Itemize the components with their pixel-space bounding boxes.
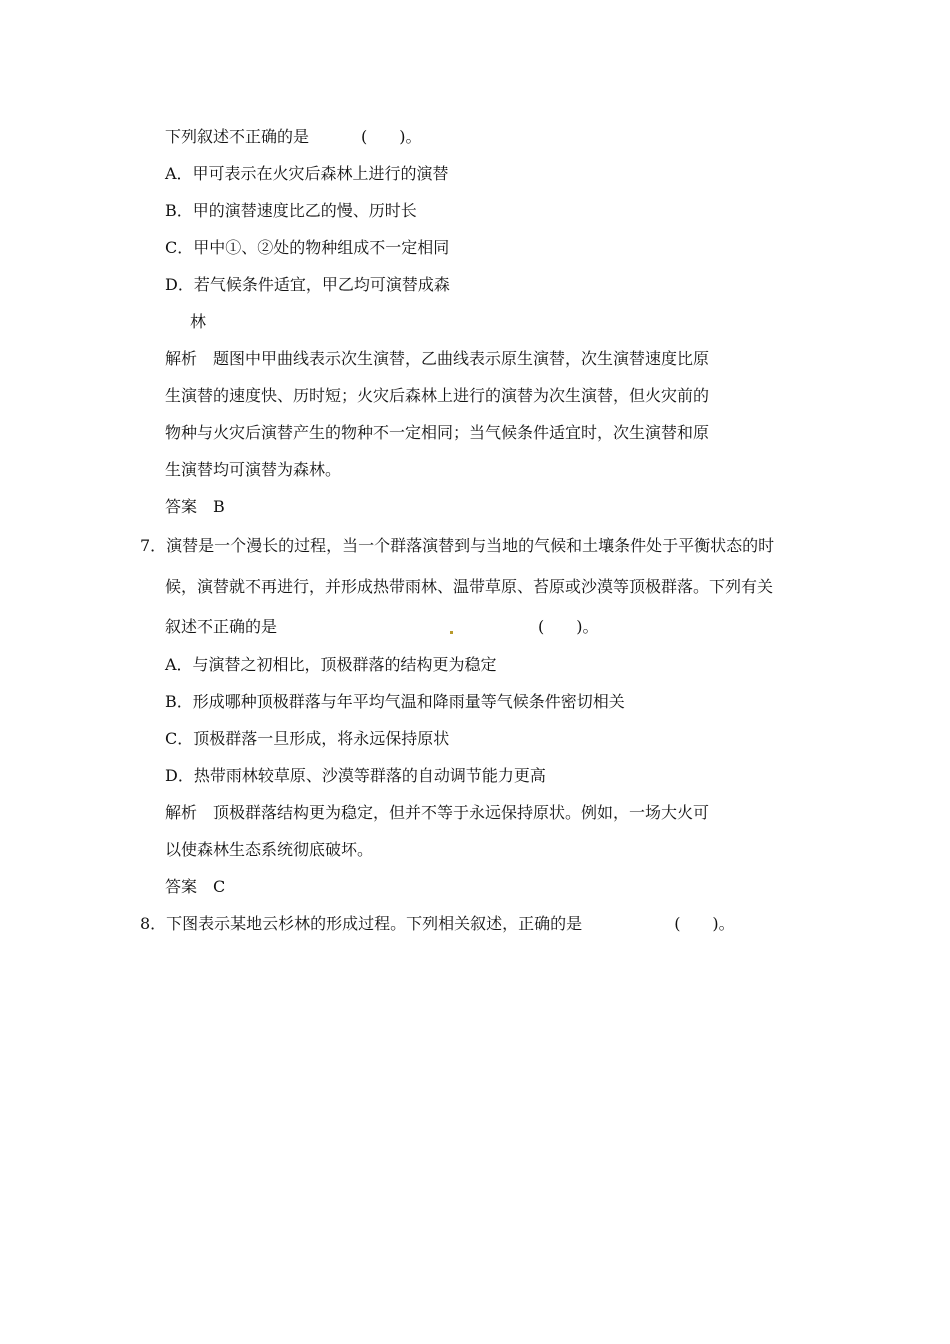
q6-option-c: C．甲中①、②处的物种组成不一定相同 <box>165 238 450 257</box>
q6-analysis-line-4: 生演替均可演替为森林。 <box>165 460 342 479</box>
q8-stem-line <box>140 914 735 934</box>
q6-answer: 答案 B <box>165 497 225 516</box>
q7-option-a: A．与演替之初相比，顶极群落的结构更为稳定 <box>165 655 497 674</box>
q6-analysis-line-2: 生演替的速度快、历时短；火灾后森林上进行的演替为次生演替，但火灾前的 <box>165 386 710 405</box>
q6-option-d: D．若气候条件适宜，甲乙均可演替成森 <box>165 275 450 294</box>
q8-answer-paren: ( )。 <box>674 914 735 933</box>
q6-analysis-line-3: 物种与火灾后演替产生的物种不一定相同；当气候条件适宜时，次生演替和原 <box>165 423 710 442</box>
q7-analysis-line-2: 以使森林生态系统彻底破坏。 <box>165 840 374 859</box>
q7-analysis-line-1: 解析 顶极群落结构更为稳定，但并不等于永远保持原状。例如，一场大火可 <box>165 803 710 822</box>
q8-stem-text: 8．下图表示某地云杉林的形成过程。下列相关叙述，正确的是 <box>140 914 583 933</box>
q6-answer-paren: ( )。 <box>361 127 422 146</box>
q7-stem-line-1: 7．演替是一个漫长的过程，当一个群落演替到与当地的气候和土壤条件处于平衡状态的时 <box>140 536 775 555</box>
q7-answer-paren: ( )。 <box>538 617 599 636</box>
q6-stem-line <box>165 127 422 147</box>
stray-mark <box>450 631 453 634</box>
q6-option-a: A．甲可表示在火灾后森林上进行的演替 <box>165 164 449 183</box>
q7-option-d: D．热带雨林较草原、沙漠等群落的自动调节能力更高 <box>165 766 546 785</box>
q7-option-c: C．顶极群落一旦形成，将永远保持原状 <box>165 729 450 748</box>
q6-option-b: B．甲的演替速度比乙的慢、历时长 <box>165 201 417 220</box>
q7-stem-line-3 <box>165 617 599 637</box>
q7-option-b: B．形成哪种顶极群落与年平均气温和降雨量等气候条件密切相关 <box>165 692 625 711</box>
q7-stem-line-2: 候，演替就不再进行，并形成热带雨林、温带草原、苔原或沙漠等顶极群落。下列有关 <box>165 577 774 596</box>
q6-option-d-continued: 林 <box>190 312 207 331</box>
q7-stem-text: 叙述不正确的是 <box>165 617 278 636</box>
q6-stem-text: 下列叙述不正确的是 <box>165 127 310 146</box>
q7-answer: 答案 C <box>165 877 226 896</box>
q6-analysis-line-1: 解析 题图中甲曲线表示次生演替，乙曲线表示原生演替，次生演替速度比原 <box>165 349 710 368</box>
